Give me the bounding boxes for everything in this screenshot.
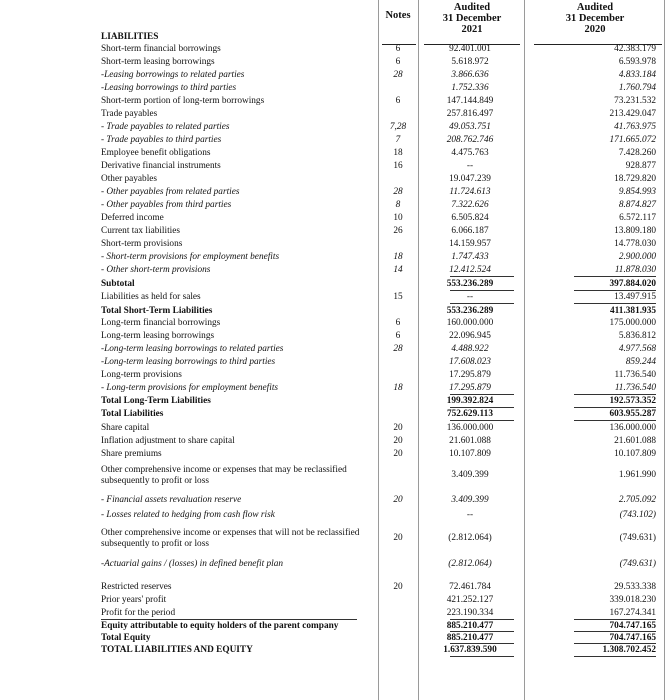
value-2021: 136.000.000: [446, 423, 494, 433]
value-2021: 3.866.636: [451, 70, 489, 80]
value-2020: 6.593.978: [618, 57, 656, 67]
row-note: 6: [395, 331, 401, 341]
value-2020: 2.900.000: [618, 252, 656, 262]
value-2021: 17.608.023: [449, 357, 491, 367]
value-2020: 4.833.184: [618, 70, 656, 80]
value-2020: 2.705.092: [618, 495, 656, 505]
value-2021: --: [466, 510, 474, 520]
column-divider: [664, 0, 665, 700]
value-2021: 17.295.879: [449, 383, 491, 393]
value-2021: 1.747.433: [451, 252, 489, 262]
header-year: 2021: [461, 24, 483, 35]
value-2020: 213.429.047: [609, 109, 656, 119]
value-2020: 18.729.820: [614, 174, 656, 184]
value-2020: 4.977.568: [618, 344, 656, 354]
value-2021: 160.000.000: [446, 318, 494, 328]
row-label: - Other short-term provisions: [101, 265, 211, 275]
value-2021: 885.210.477: [446, 621, 494, 631]
value-2021: 752.629.113: [447, 409, 493, 419]
total-rule: [450, 420, 514, 421]
total-rule: [574, 619, 656, 620]
total-rule: [450, 619, 514, 620]
row-label: -Long-term leasing borrowings to related parties: [101, 344, 284, 354]
row-note: 20: [393, 495, 403, 505]
value-2021: 10.107.809: [449, 449, 491, 459]
row-label: - Short-term provisions for employment benefits: [101, 252, 280, 262]
total-rule: [450, 394, 514, 395]
value-2021: 553.236.289: [446, 279, 494, 289]
total-rule: [574, 420, 656, 421]
value-2021: 5.618.972: [451, 57, 489, 67]
row-label: Equity attributable to equity holders of the parent company: [101, 621, 339, 631]
row-label: Subtotal: [101, 279, 135, 289]
column-divider: [418, 0, 419, 700]
column-divider: [524, 0, 525, 700]
total-rule: [450, 407, 514, 408]
total-rule: [574, 407, 656, 408]
value-2020: 73.231.532: [614, 96, 656, 106]
row-label: Employee benefit obligations: [101, 148, 211, 158]
value-2021: 223.190.334: [446, 608, 494, 618]
total-rule: [574, 290, 656, 291]
value-2021: 92.401.001: [449, 44, 491, 54]
value-2021: 21.601.088: [449, 436, 491, 446]
value-2021: 17.295.879: [449, 370, 491, 380]
row-label: Current tax liabilities: [101, 226, 181, 236]
value-2020: 167.274.341: [609, 608, 656, 618]
row-note: 28: [393, 187, 403, 197]
value-2021: 4.488.922: [451, 344, 489, 354]
value-2020: 21.601.088: [614, 436, 656, 446]
header-date: 31 December: [565, 13, 625, 24]
value-2020: 397.884.020: [609, 279, 656, 289]
value-2021: 421.252.127: [446, 595, 494, 605]
row-label: LIABILITIES: [101, 32, 159, 42]
row-note: 20: [393, 449, 403, 459]
value-2020: 339.018.230: [609, 595, 656, 605]
row-label: Profit for the period: [101, 608, 176, 618]
row-note: 7: [395, 135, 401, 145]
row-note: 6: [395, 96, 401, 106]
row-label: Restricted reserves: [101, 582, 172, 592]
value-2020: 42.383.179: [614, 44, 656, 54]
value-2021: 22.096.945: [449, 331, 491, 341]
value-2021: 6.066.187: [451, 226, 489, 236]
row-note: 10: [393, 213, 403, 223]
value-2020: 175.000.000: [609, 318, 656, 328]
row-label: Inflation adjustment to share capital: [101, 436, 235, 446]
value-2021: 7.322.626: [451, 200, 489, 210]
value-2021: 1.637.839.590: [443, 645, 497, 655]
row-note: 20: [393, 582, 403, 592]
header-audited: Audited: [576, 2, 614, 13]
row-note: 7,28: [389, 122, 407, 132]
row-label: Long-term provisions: [101, 370, 182, 380]
row-label: Total Liabilities: [101, 409, 164, 419]
row-label: Share premiums: [101, 449, 162, 459]
value-2020: 7.428.260: [618, 148, 656, 158]
total-rule: [450, 276, 514, 277]
total-rule: [450, 631, 514, 632]
row-label: - Other payables from related parties: [101, 187, 240, 197]
value-2020: 411.381.935: [610, 306, 656, 316]
row-label: Trade payables: [101, 109, 158, 119]
value-2020: 11.736.540: [614, 383, 656, 393]
row-label: Total Short-Term Liabilities: [101, 306, 213, 316]
value-2021: 11.724.613: [449, 187, 491, 197]
row-label: Derivative financial instruments: [101, 161, 221, 171]
value-2021: 885.210.477: [446, 633, 494, 643]
value-2020: 13.497.915: [614, 292, 656, 302]
row-note: 6: [395, 318, 401, 328]
value-2021: (2.812.064): [448, 559, 492, 569]
total-rule: [450, 290, 514, 291]
value-2021: 199.392.824: [446, 396, 494, 406]
value-2021: 147.144.849: [446, 96, 494, 106]
row-note: 18: [393, 252, 403, 262]
value-2021: 3.409.399: [451, 495, 489, 505]
row-note: 16: [393, 161, 403, 171]
value-2020: 14.778.030: [614, 239, 656, 249]
row-label: - Trade payables to third parties: [101, 135, 222, 145]
value-2020: 136.000.000: [609, 423, 656, 433]
column-header-2021: [424, 2, 520, 35]
value-2021: 12.412.524: [449, 265, 491, 275]
row-label: Liabilities as held for sales: [101, 292, 201, 302]
row-note: 6: [395, 44, 401, 54]
value-2020: 928.877: [625, 161, 656, 171]
row-label: - Financial assets revaluation reserve: [101, 495, 242, 505]
total-rule: [450, 303, 514, 304]
row-note: 14: [393, 265, 403, 275]
total-rule: [574, 303, 656, 304]
value-2020: (749.631): [619, 533, 656, 543]
row-label: Other comprehensive income or expenses that will not be reclassified subsequently to profit or loss: [101, 528, 360, 549]
total-rule: [574, 656, 656, 657]
total-rule: [574, 631, 656, 632]
row-label: -Leasing borrowings to related parties: [101, 70, 245, 80]
row-label: - Other payables from third parties: [101, 200, 232, 210]
value-2020: 1.760.794: [618, 83, 656, 93]
header-date: 31 December: [442, 13, 502, 24]
row-note: 28: [393, 344, 403, 354]
value-2020: 1.961.990: [618, 470, 656, 480]
row-label: -Leasing borrowings to third parties: [101, 83, 237, 93]
value-2021: 1.752.336: [451, 83, 489, 93]
value-2021: 257.816.497: [446, 109, 494, 119]
value-2020: 8.874.827: [618, 200, 656, 210]
value-2020: 11.736.540: [614, 370, 656, 380]
value-2021: 72.461.784: [449, 582, 491, 592]
header-audited: Audited: [453, 2, 491, 13]
row-label: - Long-term provisions for employment benefits: [101, 383, 279, 393]
value-2021: --: [466, 161, 474, 171]
value-2021: --: [466, 292, 474, 302]
row-note: 28: [393, 70, 403, 80]
row-label: Total Long-Term Liabilities: [101, 396, 211, 406]
row-label: Short-term leasing borrowings: [101, 57, 215, 67]
value-2020: 5.836.812: [618, 331, 656, 341]
total-rule: [101, 619, 357, 620]
total-rule: [574, 394, 656, 395]
value-2021: 3.409.399: [451, 470, 489, 480]
row-label: - Trade payables to related parties: [101, 122, 230, 132]
value-2020: 704.747.165: [609, 633, 656, 643]
row-label: Other payables: [101, 174, 158, 184]
value-2020: 6.572.117: [619, 213, 656, 223]
row-label: Share capital: [101, 423, 150, 433]
row-note: 18: [393, 148, 403, 158]
row-label: Prior years' profit: [101, 595, 167, 605]
row-label: Long-term financial borrowings: [101, 318, 221, 328]
row-label: - Losses related to hedging from cash flow risk: [101, 510, 275, 520]
value-2020: 29.533.338: [614, 582, 656, 592]
value-2020: 171.665.072: [609, 135, 656, 145]
row-note: 20: [393, 533, 403, 543]
total-rule: [574, 643, 656, 644]
row-note: 8: [395, 200, 401, 210]
row-note: 26: [393, 226, 403, 236]
value-2020: 41.763.975: [614, 122, 656, 132]
value-2020: 10.107.809: [614, 449, 656, 459]
value-2020: (743.102): [619, 510, 656, 520]
value-2020: 704.747.165: [609, 621, 656, 631]
row-label: TOTAL LIABILITIES AND EQUITY: [101, 645, 253, 655]
row-label: Short-term financial borrowings: [101, 44, 221, 54]
total-rule: [574, 276, 656, 277]
value-2021: 4.475.763: [451, 148, 489, 158]
value-2020: 859.244: [625, 357, 656, 367]
row-note: 6: [395, 57, 401, 67]
value-2020: 11.878.030: [614, 265, 656, 275]
row-label: Short-term portion of long-term borrowings: [101, 96, 265, 106]
total-rule: [450, 656, 514, 657]
value-2020: 1.308.702.452: [602, 645, 656, 655]
value-2021: 553.236.289: [446, 306, 494, 316]
column-header-2020: [530, 2, 660, 35]
row-label: Total Equity: [101, 633, 151, 643]
row-note: 20: [393, 436, 403, 446]
value-2021: 14.159.957: [449, 239, 491, 249]
value-2021: 6.505.824: [451, 213, 489, 223]
value-2020: 9.854.993: [618, 187, 656, 197]
row-note: 18: [393, 383, 403, 393]
value-2021: 49.053.751: [449, 122, 491, 132]
value-2021: (2.812.064): [448, 533, 492, 543]
value-2020: 192.573.352: [609, 396, 656, 406]
row-note: 20: [393, 423, 403, 433]
row-label: Deferred income: [101, 213, 164, 223]
notes-header: Notes: [385, 10, 411, 21]
row-note: 15: [393, 292, 403, 302]
row-label: -Long-term leasing borrowings to third parties: [101, 357, 276, 367]
row-label: Short-term provisions: [101, 239, 183, 249]
total-rule: [450, 643, 514, 644]
header-year: 2020: [584, 24, 606, 35]
value-2020: 603.955.287: [609, 409, 656, 419]
value-2020: (749.631): [619, 559, 656, 569]
row-label: Other comprehensive income or expenses that may be reclassified subsequently to profit or loss: [101, 465, 347, 486]
value-2020: 13.809.180: [614, 226, 656, 236]
value-2021: 208.762.746: [446, 135, 494, 145]
row-label: -Actuarial gains / (losses) in defined benefit plan: [101, 559, 284, 569]
row-label: Long-term leasing borrowings: [101, 331, 215, 341]
value-2021: 19.047.239: [449, 174, 491, 184]
